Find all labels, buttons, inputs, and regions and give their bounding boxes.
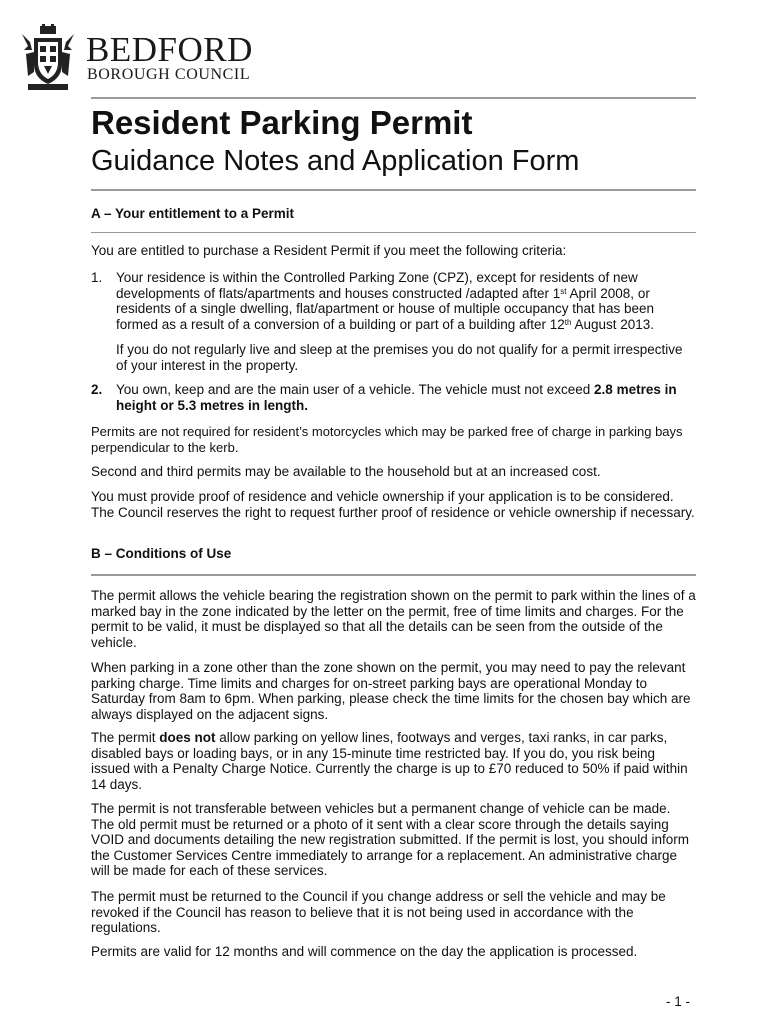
motorcycles-paragraph: Permits are not required for resident’s motorcycles which may be parked free of charge in parking bays perpendicular to the kerb. bbox=[91, 424, 683, 455]
conditions-paragraph-4: The permit is not transferable between vehicles but a permanent change of vehicle can be made. The old permit must be returned or a photo of it sent with a clear score through the details saying VOID and documents detailing the new registration submitted. If the permit is lost, you should inform the Customer Services Centre immediately to arrange for a replacement. An administrative charge will be made for each of these services. bbox=[91, 801, 690, 878]
page-subtitle: Guidance Notes and Application Form bbox=[91, 145, 580, 177]
criteria-item-1-note: If you do not regularly live and sleep at the premises you do not qualify for a permit irrespective of your interest in the property. bbox=[116, 342, 683, 373]
criteria-item-1: Your residence is within the Controlled Parking Zone (CPZ), except for residents of new developments of flats/apartments and houses constructed /adapted after 1st April 2008, or residents of a single dwelling, flat/apartment or house of multiple occupancy that has been formed as a result of a conversion of a building or part of a building after 12th August 2013. bbox=[116, 270, 655, 332]
criteria-item-2: You own, keep and are the main user of a vehicle. The vehicle must not exceed 2.8 metres in height or 5.3 metres in length. bbox=[116, 382, 677, 413]
section-a-divider bbox=[91, 232, 696, 233]
section-b-divider bbox=[91, 574, 696, 576]
criteria-number-2: 2. bbox=[91, 382, 103, 397]
conditions-paragraph-3: The permit does not allow parking on yellow lines, footways and verges, taxi ranks, in car parks, disabled bays or loading bays, or in any 15-minute time restricted bay. If you do, you risk being issued with a Penalty Charge Notice. Currently the charge is up to £70 reduced to 50% if paid within 14 days. bbox=[91, 730, 688, 792]
conditions-paragraph-5: The permit must be returned to the Council if you change address or sell the vehicle and may be revoked if the Council has reason to believe that it is not being used in accordance with the regulations. bbox=[91, 889, 666, 935]
page-number: - 1 - bbox=[666, 994, 691, 1009]
proof-paragraph: You must provide proof of residence and vehicle ownership if your application is to be considered. The Council reserves the right to request further proof of residence or vehicle ownership if necessary. bbox=[91, 489, 695, 520]
conditions-paragraph-2: When parking in a zone other than the zone shown on the permit, you may need to pay the relevant parking charge. Time limits and charges for on-street parking bays are operational Monday to Saturday from 8am to 6pm. When parking, please check the time limits for the chosen bay which are always displayed on the adjacent signs. bbox=[91, 660, 691, 722]
criteria-number-1: 1. bbox=[91, 270, 103, 285]
conditions-paragraph-6: Permits are valid for 12 months and will commence on the day the application is processed. bbox=[91, 944, 638, 959]
section-a-intro: You are entitled to purchase a Resident Permit if you meet the following criteria: bbox=[91, 243, 567, 258]
coat-of-arms-icon bbox=[20, 24, 76, 92]
section-a-heading: A – Your entitlement to a Permit bbox=[91, 206, 295, 221]
header-divider bbox=[91, 97, 696, 99]
conditions-paragraph-1: The permit allows the vehicle bearing the registration shown on the permit to park within the lines of a marked bay in the zone indicated by the letter on the permit, free of time limits and charges. For the permit to be valid, it must be displayed so that all the details can be seen from the outside of the vehicle. bbox=[91, 588, 696, 650]
title-divider bbox=[91, 189, 696, 191]
org-subtitle: BOROUGH COUNCIL bbox=[87, 66, 251, 83]
additional-permits-paragraph: Second and third permits may be available to the household but at an increased cost. bbox=[91, 464, 601, 479]
org-name: BEDFORD bbox=[86, 30, 253, 69]
page-title: Resident Parking Permit bbox=[91, 104, 473, 141]
section-b-heading: B – Conditions of Use bbox=[91, 546, 232, 561]
